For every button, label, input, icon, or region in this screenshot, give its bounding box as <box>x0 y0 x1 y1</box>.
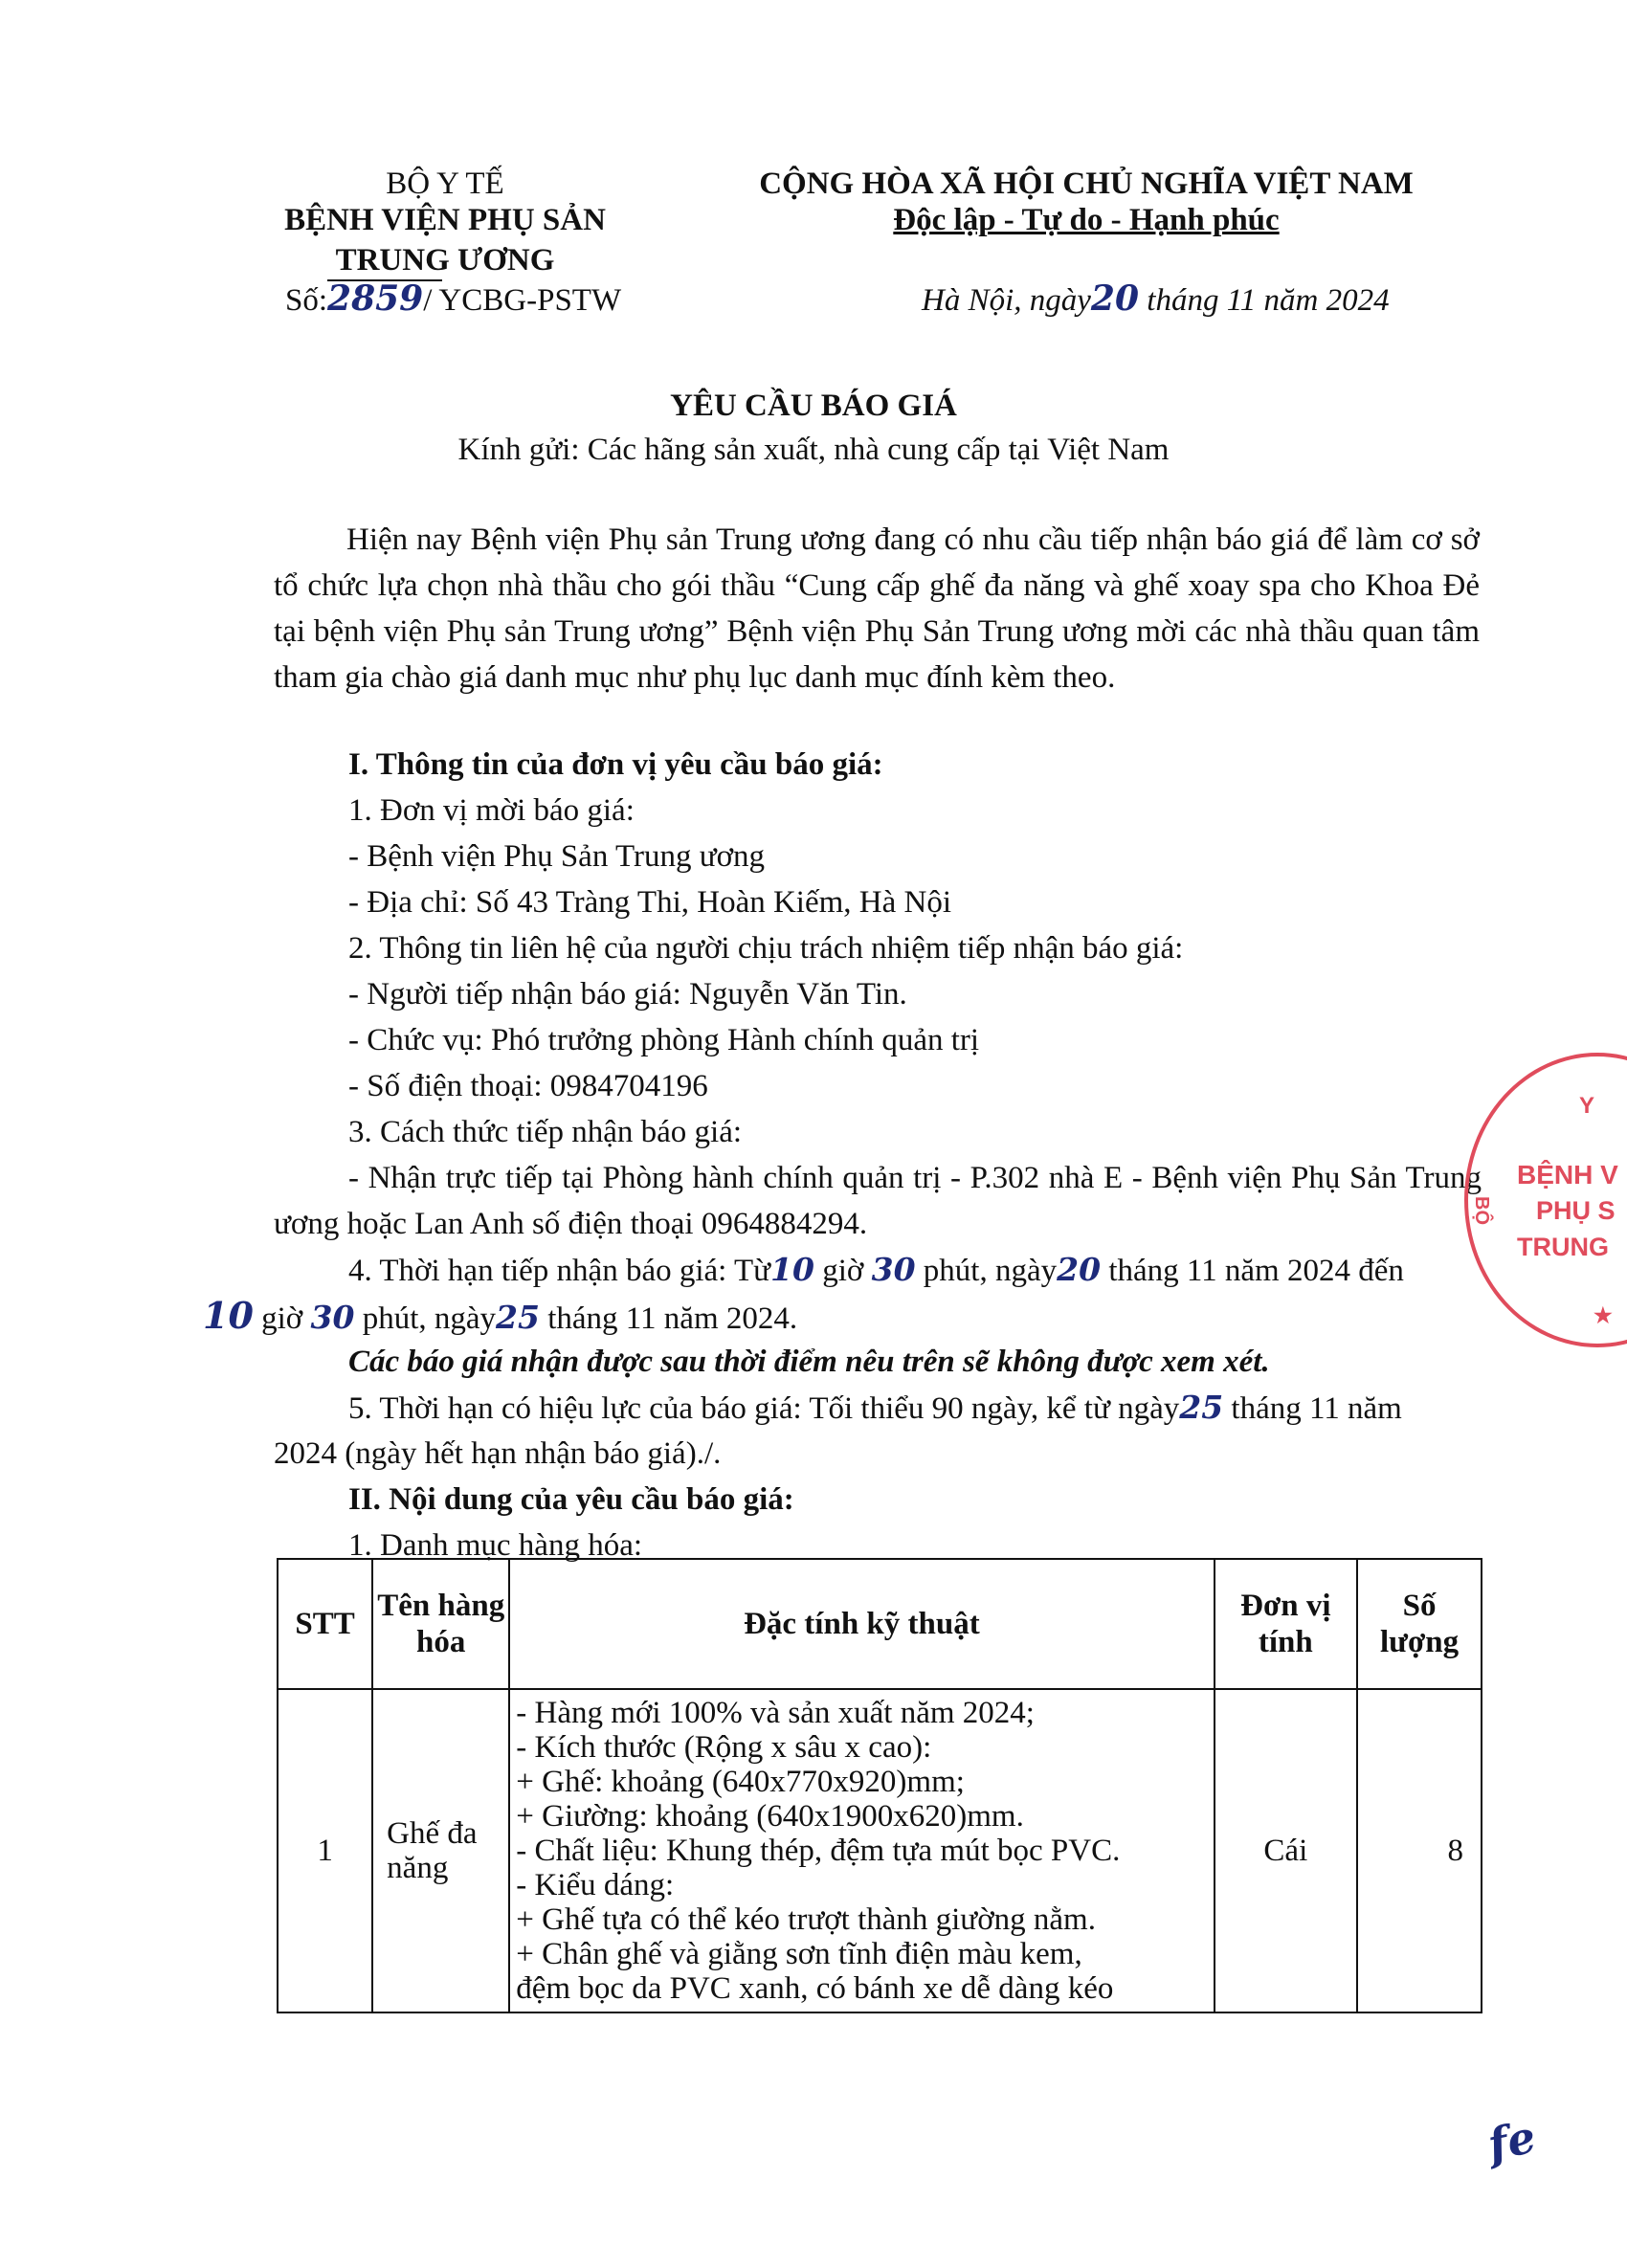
col-header-stt: STT <box>278 1559 372 1689</box>
spec-line: + Chân ghế và giằng sơn tĩnh điện màu kem, <box>516 1937 1082 1971</box>
col-header-specs: Đặc tính kỹ thuật <box>509 1559 1214 1689</box>
validity-line1: 5. Thời hạn có hiệu lực của báo giá: Tối thiểu 90 ngày, kể từ ngày25 tháng 11 năm <box>348 1389 1402 1426</box>
republic-name: CỘNG HÒA XÃ HỘI CHỦ NGHĨA VIỆT NAM <box>759 167 1414 201</box>
date-suffix: tháng 11 năm 2024 <box>1139 283 1390 318</box>
stamp-text-top: Y <box>1579 1093 1595 1119</box>
section1-receiver: - Người tiếp nhận báo giá: Nguyễn Văn Tin. <box>348 977 907 1012</box>
section1-line1: 1. Đơn vị mời báo giá: <box>348 793 635 828</box>
stamp-text-line2: PHỤ S <box>1536 1196 1616 1225</box>
section1-address: - Địa chỉ: Số 43 Tràng Thi, Hoàn Kiếm, Hà Nội <box>348 885 952 920</box>
hospital-name-line1: BỆNH VIỆN PHỤ SẢN <box>284 203 606 237</box>
table-header-row <box>278 1559 1482 1689</box>
deadline-hour-end: 10 <box>203 1294 254 1337</box>
deadline-line2: 10 giờ 30 phút, ngày25 tháng 11 năm 2024. <box>203 1294 798 1337</box>
table-row <box>278 1689 1482 2012</box>
section1-position: - Chức vụ: Phó trưởng phòng Hành chính quản trị <box>348 1023 980 1057</box>
section2-line1: 1. Danh mục hàng hóa: <box>348 1528 643 1563</box>
cell-stt: 1 <box>278 1689 372 2012</box>
date-day-handwritten: 20 <box>1090 278 1140 319</box>
spec-line: + Ghế: khoảng (640x770x920)mm; <box>516 1765 965 1799</box>
late-quote-warning: Các báo giá nhận được sau thời điểm nêu trên sẽ không được xem xét. <box>348 1345 1270 1379</box>
spec-line: + Ghế tựa có thể kéo trượt thành giường nằm. <box>516 1902 1096 1937</box>
validity-line2: 2024 (ngày hết hạn nhận báo giá)./. <box>274 1436 722 1471</box>
spec-line: đệm bọc da PVC xanh, có bánh xe dễ dàng kéo <box>516 1971 1114 2006</box>
date-line <box>922 278 1390 319</box>
spec-line: - Kiểu dáng: <box>516 1868 675 1902</box>
deadline-hour-start: 10 <box>770 1251 814 1288</box>
cell-name: Ghế đa năng <box>372 1689 509 2012</box>
col-header-name: Tên hàng hóa <box>372 1559 509 1689</box>
section1-heading: I. Thông tin của đơn vị yêu cầu báo giá: <box>348 747 883 782</box>
section1-line4: 2. Thông tin liên hệ của người chịu trách nhiệm tiếp nhận báo giá: <box>348 931 1184 966</box>
section1-phone: - Số điện thoại: 0984704196 <box>348 1069 708 1103</box>
hospital-name-line2: TRUNG ƯƠNG <box>335 243 555 278</box>
stamp-star-icon: ★ <box>1594 1303 1613 1327</box>
goods-table <box>277 1558 1482 2013</box>
intro-paragraph: Hiện nay Bệnh viện Phụ sản Trung ương đang có nhu cầu tiếp nhận báo giá để làm cơ sở tổ chức lựa chọn nhà thầu cho gói thầu “Cung cấp ghế đa năng và ghế xoay spa cho Khoa Đẻ tại bệnh viện Phụ sản Trung ương” Bệnh viện Phụ Sản Trung ương mời các nhà thầu quan tâm tham gia chào giá danh mục như phụ lục danh mục đính kèm theo. <box>274 523 1480 695</box>
validity-day-handwritten: 25 <box>1179 1389 1224 1426</box>
section1-receive-method: - Nhận trực tiếp tại Phòng hành chính quản trị - P.302 nhà E - Bệnh viện Phụ Sản Trung ương hoặc Lan Anh số điện thoại 0964884294. <box>274 1161 1482 1241</box>
doc-no-handwritten: 2859 <box>327 278 424 319</box>
cell-specs <box>509 1689 1214 2012</box>
doc-no-prefix: Số: <box>285 283 328 318</box>
deadline-minute-end: 30 <box>310 1299 355 1336</box>
doc-no-suffix: / YCBG-PSTW <box>423 283 622 318</box>
deadline-minute-start: 30 <box>871 1251 916 1288</box>
spec-line: + Giường: khoảng (640x1900x620)mm. <box>516 1799 1024 1834</box>
official-stamp <box>1464 1053 1627 1340</box>
section1-line8: 3. Cách thức tiếp nhận báo giá: <box>348 1115 743 1149</box>
spec-line: - Chất liệu: Khung thép, đệm tựa mút bọc PVC. <box>516 1834 1121 1868</box>
document-number <box>285 278 622 319</box>
stamp-text-line3: TRUNG <box>1517 1233 1609 1261</box>
section2-heading: II. Nội dung của yêu cầu báo giá: <box>348 1482 794 1517</box>
section1-line2: - Bệnh viện Phụ Sản Trung ương <box>348 839 766 874</box>
recipient-line: Kính gửi: Các hãng sản xuất, nhà cung cấp tại Việt Nam <box>457 433 1170 467</box>
deadline-day-end: 25 <box>496 1299 540 1336</box>
cell-unit: Cái <box>1215 1689 1358 2012</box>
stamp-text-line1: BỆNH V <box>1517 1160 1618 1190</box>
ministry-name: BỘ Y TẾ <box>386 167 504 201</box>
col-header-unit: Đơn vị tính <box>1215 1559 1358 1689</box>
stamp-text-side: BỘ <box>1471 1196 1492 1225</box>
cell-qty: 8 <box>1357 1689 1482 2012</box>
handwritten-initials: fe <box>1482 2110 1541 2171</box>
col-header-qty: Số lượng <box>1357 1559 1482 1689</box>
page-title: YÊU CẦU BÁO GIÁ <box>670 389 957 423</box>
deadline-day-start: 20 <box>1057 1251 1102 1288</box>
spec-line: - Hàng mới 100% và sản xuất năm 2024; <box>516 1696 1035 1730</box>
date-prefix: Hà Nội, ngày <box>922 283 1091 318</box>
national-motto: Độc lập - Tự do - Hạnh phúc <box>893 203 1280 237</box>
deadline-line1: 4. Thời hạn tiếp nhận báo giá: Từ10 giờ 30 phút, ngày20 tháng 11 năm 2024 đến <box>348 1251 1404 1288</box>
spec-line: - Kích thước (Rộng x sâu x cao): <box>516 1730 932 1765</box>
